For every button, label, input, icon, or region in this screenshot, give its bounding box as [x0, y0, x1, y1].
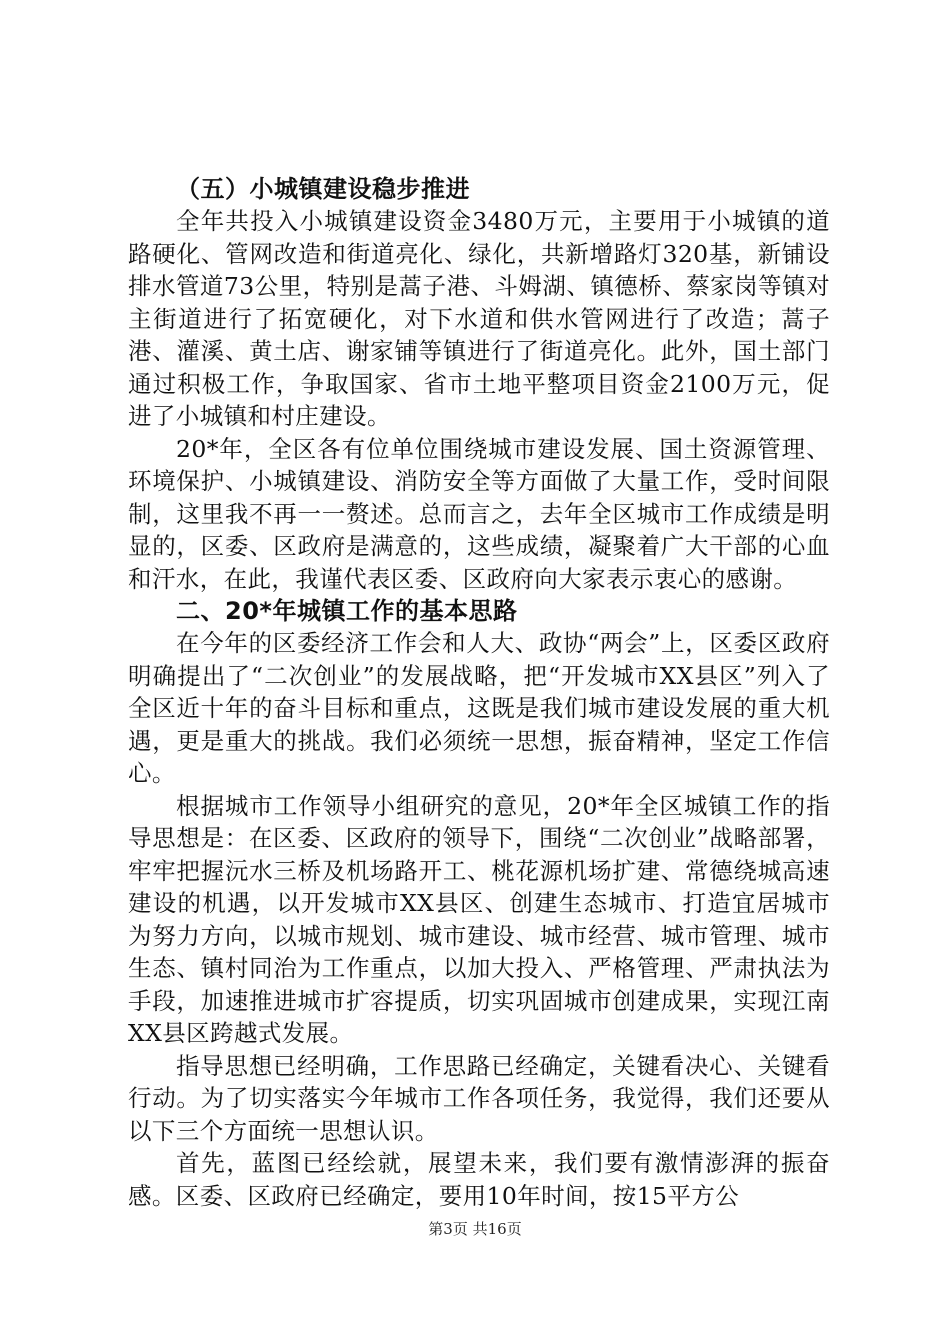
paragraph-determination: 指导思想已经明确，工作思路已经确定，关键看决心、关键看行动。为了切实落实今年城市工作各项任务，我觉得，我们还要从以下三个方面统一思想认识。	[128, 1051, 830, 1145]
document-body	[128, 173, 830, 1212]
section-heading-small-town: （五）小城镇建设稳步推进	[176, 175, 470, 203]
paragraph-guiding-ideology: 根据城市工作领导小组研究的意见，20*年全区城镇工作的指导思想是：在区委、区政府的领导下，围绕“二次创业”战略部署，牢牢把握沅水三桥及机场路开工、桃花源机场扩建、常德绕城高速建设的机遇，以开发城市XX县区、创建生态城市、打造宜居城市为努力方向，以城市规划、城市建设、城市经营、城市管理、城市生态、镇村同治为工作重点，以加大投入、严格管理、严肃执法为手段，加速推进城市扩容提质，切实巩固城市创建成果，实现江南XX县区跨越式发展。	[128, 791, 830, 1047]
page-number-footer: 第3页 共16页	[428, 1220, 522, 1238]
paragraph-blueprint: 首先，蓝图已经绘就，展望未来，我们要有激情澎湃的振奋感。区委、区政府已经确定，要用10年时间，按15平方公	[128, 1149, 830, 1210]
paragraph-second-venture: 在今年的区委经济工作会和人大、政协“两会”上，区委区政府明确提出了“二次创业”的发展战略，把“开发城市XX县区”列入了全区近十年的奋斗目标和重点，这既是我们城市建设发展的重大机遇，更是重大的挑战。我们必须统一思想，振奋精神，坚定工作信心。	[128, 629, 830, 787]
paragraph-small-town-investment: 全年共投入小城镇建设资金3480万元，主要用于小城镇的道路硬化、管网改造和街道亮化、绿化，共新增路灯320基，新铺设排水管道73公里，特别是蒿子港、斗姆湖、镇德桥、蔡家岗等镇对主街道进行了拓宽硬化，对下水道和供水管网进行了改造；蒿子港、灌溪、黄土店、谢家铺等镇进行了街道亮化。此外，国土部门通过积极工作，争取国家、省市土地平整项目资金2100万元，促进了小城镇和村庄建设。	[128, 207, 830, 430]
section-heading-basic-approach: 二、20*年城镇工作的基本思路	[176, 597, 518, 625]
paragraph-annual-summary: 20*年，全区各有位单位围绕城市建设发展、国土资源管理、环境保护、小城镇建设、消防安全等方面做了大量工作，受时间限制，这里我不再一一赘述。总而言之，去年全区城市工作成绩是明显的，区委、区政府是满意的，这些成绩，凝聚着广大干部的心血和汗水，在此，我谨代表区委、区政府向大家表示衷心的感谢。	[128, 434, 830, 593]
